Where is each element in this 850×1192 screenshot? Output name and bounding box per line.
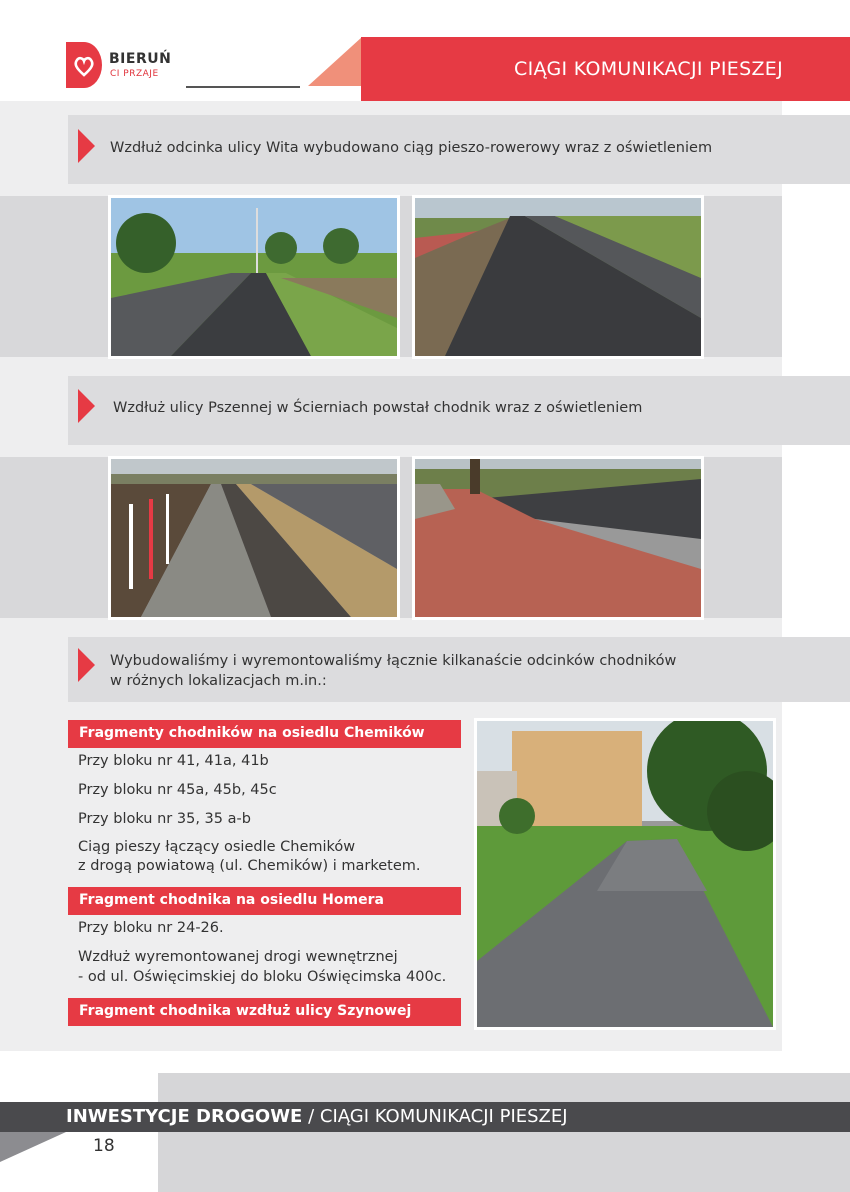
logo-name: BIERUŃ: [109, 51, 172, 67]
section-caption-2: Wzdłuż ulicy Pszennej w Ścierniach powstał chodnik wraz z oświetleniem: [113, 400, 643, 416]
section-caption-3-line1: Wybudowaliśmy i wyremontowaliśmy łącznie kilkanaście odcinków chodników: [110, 653, 677, 669]
bierun-logo-icon: [66, 42, 102, 88]
location-heading-chemikow: Fragmenty chodników na osiedlu Chemików: [68, 720, 461, 748]
arrow-bullet-icon: [78, 389, 95, 423]
location-item: Przy bloku nr 35, 35 a-b: [78, 811, 251, 827]
footer-band-top: [158, 1073, 850, 1103]
footer-section-label: INWESTYCJE DROGOWE: [66, 1106, 303, 1127]
page-number: 18: [93, 1136, 115, 1156]
location-heading-homera: Fragment chodnika na osiedlu Homera: [68, 887, 461, 915]
section-caption-3-line2: w różnych lokalizacjach m.in.:: [110, 673, 327, 689]
footer-triangle-decoration: [0, 1132, 66, 1162]
location-item: Przy bloku nr 24-26.: [78, 920, 224, 936]
header-divider: [186, 86, 300, 88]
page-title: CIĄGI KOMUNIKACJI PIESZEJ: [514, 58, 783, 80]
footer-subsection-label: CIĄGI KOMUNIKACJI PIESZEJ: [319, 1106, 568, 1127]
location-item: Przy bloku nr 41, 41a, 41b: [78, 753, 269, 769]
location-item: Przy bloku nr 45a, 45b, 45c: [78, 782, 277, 798]
arrow-bullet-icon: [78, 129, 95, 163]
location-item: - od ul. Oświęcimskiej do bloku Oświęcimska 400c.: [78, 969, 447, 985]
location-item: Wzdłuż wyremontowanej drogi wewnętrznej: [78, 949, 398, 965]
location-item: Ciąg pieszy łączący osiedle Chemików: [78, 839, 356, 855]
location-item: z drogą powiatową (ul. Chemików) i marketem.: [78, 858, 421, 874]
footer-breadcrumb: [66, 1106, 568, 1127]
photo-chemikow-footpath: [474, 718, 776, 1030]
footer-band-bottom: [158, 1132, 850, 1192]
breadcrumb-separator: /: [302, 1106, 320, 1127]
photo-wita-street-1: [108, 195, 400, 359]
photo-wita-street-2: [412, 195, 704, 359]
header-triangle-decoration: [308, 37, 362, 86]
logo-tagline: CI PRZAJE: [110, 69, 159, 79]
location-heading-szynowa: Fragment chodnika wzdłuż ulicy Szynowej: [68, 998, 461, 1026]
photo-pszenna-street-2: [412, 456, 704, 620]
arrow-bullet-icon: [78, 648, 95, 682]
photo-pszenna-street-1: [108, 456, 400, 620]
section-caption-1: Wzdłuż odcinka ulicy Wita wybudowano ciąg pieszo-rowerowy wraz z oświetleniem: [110, 140, 713, 156]
